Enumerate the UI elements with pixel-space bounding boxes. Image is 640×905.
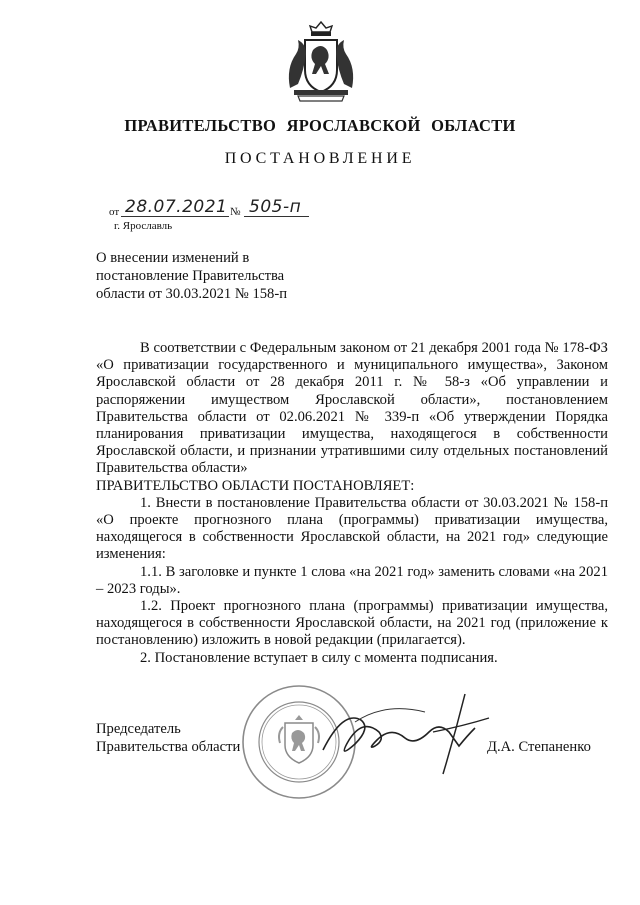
subject-line: области от 30.03.2021 № 158-п <box>96 286 288 302</box>
document-subject <box>96 249 326 303</box>
government-title: ПРАВИТЕЛЬСТВО ЯРОСЛАВСКОЙ ОБЛАСТИ <box>124 116 516 135</box>
subject-line: О внесении изменений в <box>96 250 250 266</box>
resolution-heading: ПРАВИТЕЛЬСТВО ОБЛАСТИ ПОСТАНОВЛЯЕТ: <box>96 477 415 494</box>
document-body <box>96 340 608 667</box>
clause-1-2: 1.2. Проект прогнозного плана (программы) приватизации имущества, находящегося в собственности Ярославской области, на 2021 год (приложение к постановлению) изложить в новой редакции (прилагается). <box>96 598 608 649</box>
clause-1: 1. Внести в постановление Правительства области от 30.03.2021 № 158-п «О проекте прогнозного плана (программы) приватизации имущества, находящегося в собственности Ярославской области, на 2021 год» следующие изменения: <box>96 494 608 563</box>
handwritten-number: 505-п <box>249 197 302 217</box>
coat-of-arms-emblem <box>284 18 358 104</box>
number-prefix-label: № <box>230 206 241 218</box>
subject-line: постановление Правительства <box>96 268 285 284</box>
clause-1-1: 1.1. В заголовке и пункте 1 слова «на 2021 год» заменить словами «на 2021 – 2023 годы». <box>96 563 608 597</box>
city-label: г. Ярославль <box>114 220 173 232</box>
signatory-title <box>96 720 240 756</box>
date-prefix-label: от <box>109 206 120 218</box>
signatory-name: Д.А. Степаненко <box>487 739 591 755</box>
document-type: ПОСТАНОВЛЕНИЕ <box>224 150 416 167</box>
signatory-title-line: Правительства области <box>96 739 241 755</box>
signatory-title-line: Председатель <box>96 721 181 737</box>
handwritten-signature <box>315 688 505 778</box>
preamble-paragraph: В соответствии с Федеральным законом от 21 декабря 2001 года № 178-ФЗ «О приватизации государственного и муниципального имущества», Законом Ярославской области от 28 декабря 2011 г. № 58-з «Об управлении и распоряжении имуществом Ярославской области», постановлением Правительства области от 02.06.2021 № 339-п «Об утверждении Порядка планирования приватизации имущества, находящегося в собственности Ярославской области, и признании утратившими силу отдельных постановлений Правительства области» <box>96 340 608 477</box>
handwritten-date: 28.07.2021 <box>125 197 228 217</box>
clause-2: 2. Постановление вступает в силу с момента подписания. <box>140 649 498 666</box>
